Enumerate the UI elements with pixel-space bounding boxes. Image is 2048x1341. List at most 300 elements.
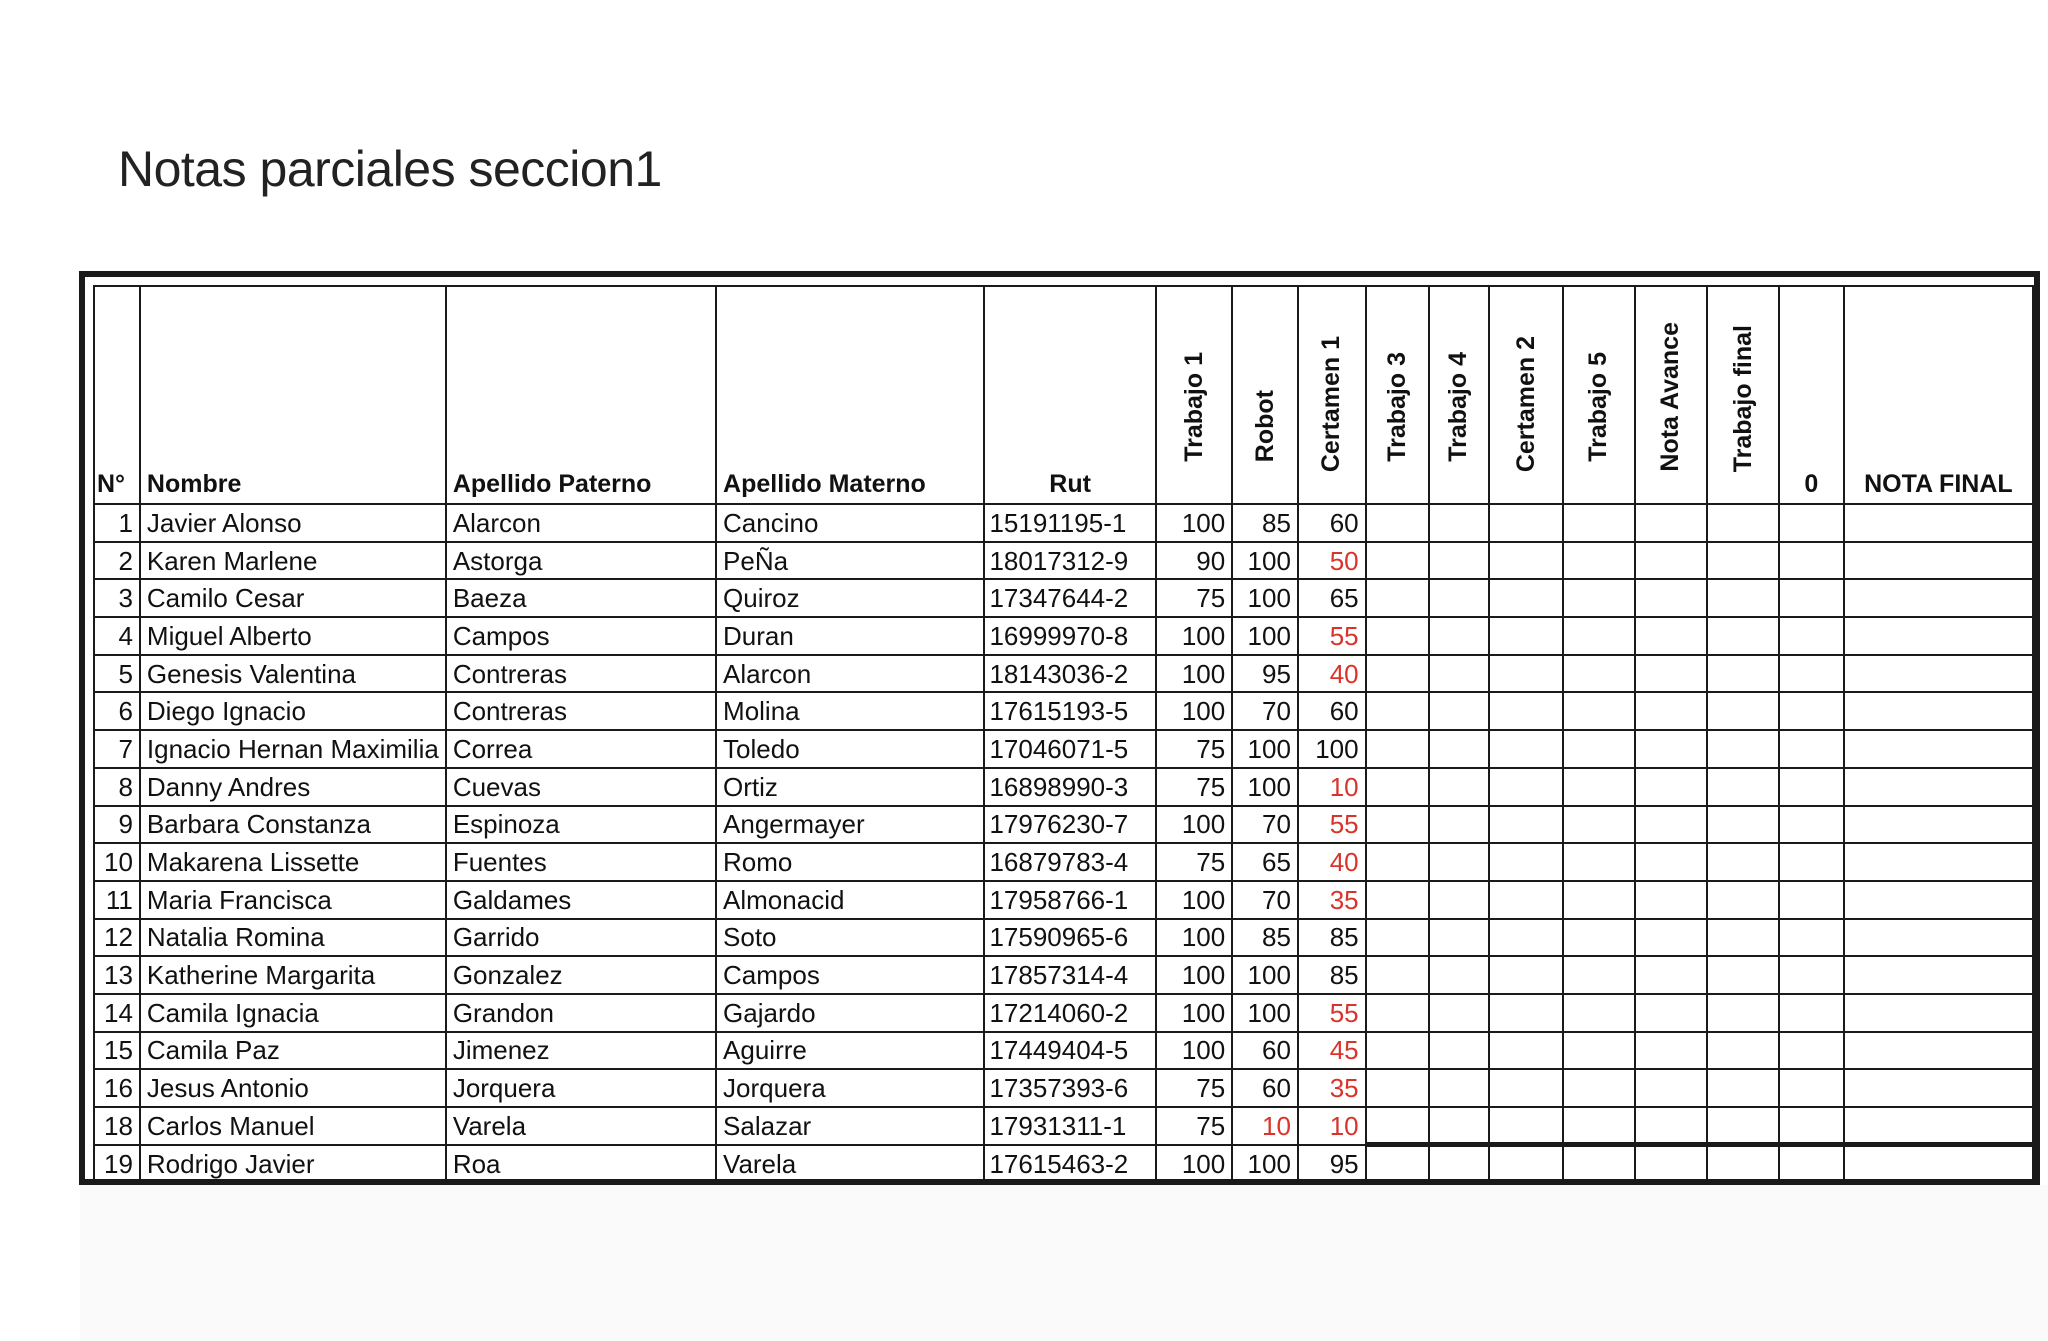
trabajo-1-cell: 75: [1156, 1069, 1232, 1107]
nota-final-cell: [1844, 843, 2033, 881]
nota-final-cell: [1844, 617, 2033, 655]
zero-cell: [1779, 956, 1844, 994]
table-row: [94, 1032, 2033, 1070]
apellido-paterno-cell: Varela: [446, 1107, 716, 1145]
row-number: 15: [94, 1032, 140, 1070]
table-row: [94, 768, 2033, 806]
header-nota-avance: [1635, 286, 1708, 504]
nota-final-cell: [1844, 504, 2033, 542]
nota-avance-cell: [1635, 617, 1708, 655]
apellido-materno-cell: Jorquera: [716, 1069, 984, 1107]
row-number: 3: [94, 579, 140, 617]
trabajo-5-cell: [1563, 1107, 1635, 1145]
nota-avance-cell: [1635, 843, 1708, 881]
row-number: 13: [94, 956, 140, 994]
apellido-materno-cell: Alarcon: [716, 655, 984, 693]
header-certamen-1: [1298, 286, 1366, 504]
trabajo-1-cell: 75: [1156, 1107, 1232, 1145]
header-trabajo-4-label: Trabajo 4: [1444, 352, 1473, 462]
trabajo-1-cell: 75: [1156, 579, 1232, 617]
rut-cell: 17615193-5: [984, 692, 1155, 730]
trabajo-4-cell: [1429, 919, 1490, 957]
header-row: [94, 286, 2033, 504]
trabajo-3-cell: [1366, 579, 1429, 617]
table-row: [94, 994, 2033, 1032]
table-row: [94, 1107, 2033, 1145]
certamen-2-cell: [1489, 843, 1563, 881]
row-number: 6: [94, 692, 140, 730]
apellido-paterno-cell: Jimenez: [446, 1032, 716, 1070]
nota-final-cell: [1844, 542, 2033, 580]
grade-rows: [94, 504, 2033, 1182]
robot-cell: 85: [1232, 919, 1298, 957]
apellido-paterno-cell: Baeza: [446, 579, 716, 617]
nota-final-cell: [1844, 881, 2033, 919]
trabajo-5-cell: [1563, 617, 1635, 655]
rut-cell: 18143036-2: [984, 655, 1155, 693]
zero-cell: [1779, 692, 1844, 730]
header-rut: Rut: [984, 286, 1155, 504]
certamen-1-cell: 10: [1298, 1107, 1366, 1145]
certamen-1-cell: 60: [1298, 504, 1366, 542]
row-number: 5: [94, 655, 140, 693]
certamen-2-cell: [1489, 806, 1563, 844]
nota-final-cell: [1844, 579, 2033, 617]
trabajo-5-cell: [1563, 768, 1635, 806]
zero-cell: [1779, 881, 1844, 919]
table-row: [94, 655, 2033, 693]
apellido-materno-cell: Romo: [716, 843, 984, 881]
robot-cell: 100: [1232, 617, 1298, 655]
nombre-cell: Camila Paz: [140, 1032, 446, 1070]
trabajo-5-cell: [1563, 730, 1635, 768]
certamen-1-cell: 100: [1298, 730, 1366, 768]
trabajo-1-cell: 100: [1156, 1032, 1232, 1070]
row-number: 9: [94, 806, 140, 844]
robot-cell: 100: [1232, 579, 1298, 617]
rut-cell: 17347644-2: [984, 579, 1155, 617]
trabajo-final-cell: [1707, 994, 1779, 1032]
apellido-materno-cell: Campos: [716, 956, 984, 994]
trabajo-final-cell: [1707, 1032, 1779, 1070]
table-row: [94, 617, 2033, 655]
trabajo-3-cell: [1366, 1145, 1429, 1183]
certamen-1-cell: 95: [1298, 1145, 1366, 1183]
trabajo-4-cell: [1429, 768, 1490, 806]
rut-cell: 17976230-7: [984, 806, 1155, 844]
nombre-cell: Rodrigo Javier: [140, 1145, 446, 1183]
nota-avance-cell: [1635, 655, 1708, 693]
certamen-2-cell: [1489, 655, 1563, 693]
nota-final-cell: [1844, 1107, 2033, 1145]
nombre-cell: Camila Ignacia: [140, 994, 446, 1032]
trabajo-4-cell: [1429, 730, 1490, 768]
nombre-cell: Carlos Manuel: [140, 1107, 446, 1145]
trabajo-1-cell: 100: [1156, 692, 1232, 730]
certamen-2-cell: [1489, 542, 1563, 580]
trabajo-3-cell: [1366, 1069, 1429, 1107]
table-row: [94, 579, 2033, 617]
zero-cell: [1779, 730, 1844, 768]
page-background-band: [80, 1185, 2048, 1341]
trabajo-4-cell: [1429, 1032, 1490, 1070]
robot-cell: 60: [1232, 1069, 1298, 1107]
certamen-1-cell: 55: [1298, 994, 1366, 1032]
apellido-materno-cell: Gajardo: [716, 994, 984, 1032]
rut-cell: 15191195-1: [984, 504, 1155, 542]
nota-avance-cell: [1635, 504, 1708, 542]
trabajo-4-cell: [1429, 1107, 1490, 1145]
trabajo-4-cell: [1429, 542, 1490, 580]
zero-cell: [1779, 919, 1844, 957]
apellido-materno-cell: Quiroz: [716, 579, 984, 617]
table-row: [94, 542, 2033, 580]
apellido-paterno-cell: Grandon: [446, 994, 716, 1032]
trabajo-4-cell: [1429, 1145, 1490, 1183]
rut-cell: 16999970-8: [984, 617, 1155, 655]
trabajo-1-cell: 100: [1156, 1145, 1232, 1183]
row-number: 19: [94, 1145, 140, 1183]
apellido-paterno-cell: Gonzalez: [446, 956, 716, 994]
table-row: [94, 1145, 2033, 1183]
trabajo-5-cell: [1563, 994, 1635, 1032]
robot-cell: 85: [1232, 504, 1298, 542]
trabajo-3-cell: [1366, 919, 1429, 957]
certamen-2-cell: [1489, 579, 1563, 617]
trabajo-1-cell: 90: [1156, 542, 1232, 580]
certamen-1-cell: 55: [1298, 617, 1366, 655]
trabajo-5-cell: [1563, 504, 1635, 542]
apellido-paterno-cell: Cuevas: [446, 768, 716, 806]
nombre-cell: Genesis Valentina: [140, 655, 446, 693]
header-trabajo-1: [1156, 286, 1232, 504]
apellido-materno-cell: Salazar: [716, 1107, 984, 1145]
zero-cell: [1779, 994, 1844, 1032]
zero-cell: [1779, 1107, 1844, 1145]
apellido-paterno-cell: Jorquera: [446, 1069, 716, 1107]
trabajo-4-cell: [1429, 806, 1490, 844]
trabajo-5-cell: [1563, 1145, 1635, 1183]
trabajo-final-cell: [1707, 579, 1779, 617]
nota-avance-cell: [1635, 692, 1708, 730]
header-nombre: Nombre: [140, 286, 446, 504]
trabajo-4-cell: [1429, 617, 1490, 655]
zero-cell: [1779, 1032, 1844, 1070]
header-trabajo-5-label: Trabajo 5: [1584, 352, 1613, 462]
trabajo-1-cell: 75: [1156, 843, 1232, 881]
trabajo-4-cell: [1429, 579, 1490, 617]
trabajo-final-cell: [1707, 843, 1779, 881]
header-certamen-2-label: Certamen 2: [1511, 335, 1540, 472]
nota-final-cell: [1844, 730, 2033, 768]
trabajo-5-cell: [1563, 919, 1635, 957]
certamen-2-cell: [1489, 1145, 1563, 1183]
apellido-paterno-cell: Garrido: [446, 919, 716, 957]
nota-final-cell: [1844, 1069, 2033, 1107]
trabajo-5-cell: [1563, 806, 1635, 844]
robot-cell: 100: [1232, 768, 1298, 806]
row-number: 2: [94, 542, 140, 580]
trabajo-final-cell: [1707, 730, 1779, 768]
rut-cell: 17931311-1: [984, 1107, 1155, 1145]
rut-cell: 17958766-1: [984, 881, 1155, 919]
header-certamen-1-label: Certamen 1: [1317, 335, 1346, 472]
apellido-materno-cell: Varela: [716, 1145, 984, 1183]
certamen-2-cell: [1489, 692, 1563, 730]
certamen-1-cell: 85: [1298, 956, 1366, 994]
certamen-2-cell: [1489, 994, 1563, 1032]
trabajo-5-cell: [1563, 655, 1635, 693]
trabajo-1-cell: 100: [1156, 504, 1232, 542]
table-row: [94, 692, 2033, 730]
nota-avance-cell: [1635, 1069, 1708, 1107]
nombre-cell: Natalia Romina: [140, 919, 446, 957]
header-trabajo-5: [1563, 286, 1635, 504]
header-number: N°: [94, 286, 140, 504]
apellido-materno-cell: PeÑa: [716, 542, 984, 580]
trabajo-5-cell: [1563, 542, 1635, 580]
trabajo-3-cell: [1366, 843, 1429, 881]
trabajo-3-cell: [1366, 617, 1429, 655]
row-number: 14: [94, 994, 140, 1032]
nombre-cell: Katherine Margarita: [140, 956, 446, 994]
nombre-cell: Ignacio Hernan Maximilia: [140, 730, 446, 768]
trabajo-5-cell: [1563, 881, 1635, 919]
header-trabajo-4: [1429, 286, 1490, 504]
trabajo-4-cell: [1429, 956, 1490, 994]
trabajo-4-cell: [1429, 994, 1490, 1032]
row-number: 1: [94, 504, 140, 542]
rut-cell: 18017312-9: [984, 542, 1155, 580]
trabajo-final-cell: [1707, 919, 1779, 957]
trabajo-final-cell: [1707, 956, 1779, 994]
table-row: [94, 919, 2033, 957]
header-robot: [1232, 286, 1298, 504]
certamen-2-cell: [1489, 881, 1563, 919]
nota-avance-cell: [1635, 994, 1708, 1032]
header-trabajo-final-label: Trabajo final: [1728, 324, 1757, 472]
nombre-cell: Camilo Cesar: [140, 579, 446, 617]
certamen-1-cell: 40: [1298, 655, 1366, 693]
rut-cell: 16898990-3: [984, 768, 1155, 806]
zero-cell: [1779, 768, 1844, 806]
nota-final-cell: [1844, 692, 2033, 730]
nota-final-cell: [1844, 806, 2033, 844]
nombre-cell: Maria Francisca: [140, 881, 446, 919]
certamen-2-cell: [1489, 617, 1563, 655]
zero-cell: [1779, 655, 1844, 693]
robot-cell: 70: [1232, 692, 1298, 730]
zero-cell: [1779, 579, 1844, 617]
nota-avance-cell: [1635, 1032, 1708, 1070]
nota-final-cell: [1844, 919, 2033, 957]
zero-cell: [1779, 1069, 1844, 1107]
trabajo-1-cell: 100: [1156, 919, 1232, 957]
header-robot-label: Robot: [1250, 389, 1279, 462]
nota-final-cell: [1844, 1145, 2033, 1183]
robot-cell: 100: [1232, 1145, 1298, 1183]
trabajo-3-cell: [1366, 956, 1429, 994]
nota-avance-cell: [1635, 768, 1708, 806]
zero-cell: [1779, 1145, 1844, 1183]
certamen-1-cell: 10: [1298, 768, 1366, 806]
trabajo-final-cell: [1707, 881, 1779, 919]
nombre-cell: Jesus Antonio: [140, 1069, 446, 1107]
nota-avance-cell: [1635, 881, 1708, 919]
trabajo-final-cell: [1707, 617, 1779, 655]
robot-cell: 65: [1232, 843, 1298, 881]
certamen-1-cell: 35: [1298, 1069, 1366, 1107]
nombre-cell: Karen Marlene: [140, 542, 446, 580]
nota-avance-cell: [1635, 1145, 1708, 1183]
trabajo-3-cell: [1366, 655, 1429, 693]
nota-avance-cell: [1635, 1107, 1708, 1145]
trabajo-3-cell: [1366, 1032, 1429, 1070]
apellido-paterno-cell: Galdames: [446, 881, 716, 919]
trabajo-1-cell: 100: [1156, 956, 1232, 994]
trabajo-1-cell: 100: [1156, 617, 1232, 655]
trabajo-5-cell: [1563, 1069, 1635, 1107]
rut-cell: 17046071-5: [984, 730, 1155, 768]
apellido-paterno-cell: Roa: [446, 1145, 716, 1183]
apellido-paterno-cell: Contreras: [446, 655, 716, 693]
trabajo-1-cell: 100: [1156, 655, 1232, 693]
header-zero: 0: [1779, 286, 1844, 504]
nota-avance-cell: [1635, 730, 1708, 768]
apellido-paterno-cell: Astorga: [446, 542, 716, 580]
grades-table: [93, 285, 2034, 1183]
zero-cell: [1779, 504, 1844, 542]
row-number: 8: [94, 768, 140, 806]
nota-final-cell: [1844, 1032, 2033, 1070]
certamen-2-cell: [1489, 768, 1563, 806]
trabajo-4-cell: [1429, 881, 1490, 919]
table-row: [94, 730, 2033, 768]
trabajo-5-cell: [1563, 956, 1635, 994]
nota-final-cell: [1844, 956, 2033, 994]
zero-cell: [1779, 843, 1844, 881]
page-title: Notas parciales seccion1: [118, 141, 662, 197]
table-row: [94, 843, 2033, 881]
row-number: 7: [94, 730, 140, 768]
nota-final-cell: [1844, 994, 2033, 1032]
trabajo-3-cell: [1366, 806, 1429, 844]
trabajo-final-cell: [1707, 542, 1779, 580]
trabajo-4-cell: [1429, 843, 1490, 881]
trabajo-3-cell: [1366, 881, 1429, 919]
row-number: 18: [94, 1107, 140, 1145]
apellido-materno-cell: Toledo: [716, 730, 984, 768]
header-trabajo-1-label: Trabajo 1: [1179, 352, 1208, 462]
row-number: 4: [94, 617, 140, 655]
trabajo-final-cell: [1707, 655, 1779, 693]
nombre-cell: Barbara Constanza: [140, 806, 446, 844]
header-certamen-2: [1489, 286, 1563, 504]
certamen-1-cell: 55: [1298, 806, 1366, 844]
trabajo-3-cell: [1366, 994, 1429, 1032]
certamen-1-cell: 60: [1298, 692, 1366, 730]
apellido-materno-cell: Soto: [716, 919, 984, 957]
row-number: 10: [94, 843, 140, 881]
robot-cell: 95: [1232, 655, 1298, 693]
header-trabajo-final: [1707, 286, 1779, 504]
certamen-1-cell: 35: [1298, 881, 1366, 919]
row-number: 11: [94, 881, 140, 919]
trabajo-3-cell: [1366, 730, 1429, 768]
robot-cell: 100: [1232, 730, 1298, 768]
nombre-cell: Javier Alonso: [140, 504, 446, 542]
certamen-1-cell: 50: [1298, 542, 1366, 580]
certamen-2-cell: [1489, 919, 1563, 957]
certamen-1-cell: 40: [1298, 843, 1366, 881]
trabajo-5-cell: [1563, 579, 1635, 617]
nombre-cell: Diego Ignacio: [140, 692, 446, 730]
nombre-cell: Makarena Lissette: [140, 843, 446, 881]
robot-cell: 70: [1232, 881, 1298, 919]
certamen-2-cell: [1489, 730, 1563, 768]
certamen-2-cell: [1489, 956, 1563, 994]
rut-cell: 17449404-5: [984, 1032, 1155, 1070]
zero-cell: [1779, 806, 1844, 844]
row-number: 16: [94, 1069, 140, 1107]
robot-cell: 100: [1232, 994, 1298, 1032]
header-trabajo-3: [1366, 286, 1429, 504]
header-nota-avance-label: Nota Avance: [1656, 322, 1685, 472]
certamen-2-cell: [1489, 1069, 1563, 1107]
nota-avance-cell: [1635, 956, 1708, 994]
rut-cell: 17214060-2: [984, 994, 1155, 1032]
trabajo-final-cell: [1707, 1069, 1779, 1107]
apellido-materno-cell: Molina: [716, 692, 984, 730]
certamen-2-cell: [1489, 1107, 1563, 1145]
rut-cell: 17857314-4: [984, 956, 1155, 994]
nota-avance-cell: [1635, 579, 1708, 617]
trabajo-3-cell: [1366, 542, 1429, 580]
nota-final-cell: [1844, 768, 2033, 806]
trabajo-final-cell: [1707, 1145, 1779, 1183]
robot-cell: 60: [1232, 1032, 1298, 1070]
trabajo-final-cell: [1707, 1107, 1779, 1145]
trabajo-3-cell: [1366, 1107, 1429, 1145]
header-trabajo-3-label: Trabajo 3: [1382, 352, 1411, 462]
trabajo-final-cell: [1707, 692, 1779, 730]
trabajo-final-cell: [1707, 504, 1779, 542]
trabajo-1-cell: 100: [1156, 994, 1232, 1032]
apellido-materno-cell: Cancino: [716, 504, 984, 542]
robot-cell: 70: [1232, 806, 1298, 844]
nota-avance-cell: [1635, 806, 1708, 844]
apellido-materno-cell: Almonacid: [716, 881, 984, 919]
trabajo-1-cell: 100: [1156, 806, 1232, 844]
trabajo-5-cell: [1563, 692, 1635, 730]
apellido-materno-cell: Duran: [716, 617, 984, 655]
table-row: [94, 1069, 2033, 1107]
apellido-paterno-cell: Contreras: [446, 692, 716, 730]
table-row: [94, 504, 2033, 542]
certamen-1-cell: 45: [1298, 1032, 1366, 1070]
rut-cell: 17615463-2: [984, 1145, 1155, 1183]
nombre-cell: Danny Andres: [140, 768, 446, 806]
header-apellido-paterno: Apellido Paterno: [446, 286, 716, 504]
apellido-materno-cell: Ortiz: [716, 768, 984, 806]
trabajo-3-cell: [1366, 692, 1429, 730]
nota-final-cell: [1844, 655, 2033, 693]
trabajo-final-cell: [1707, 806, 1779, 844]
apellido-materno-cell: Aguirre: [716, 1032, 984, 1070]
trabajo-4-cell: [1429, 1069, 1490, 1107]
trabajo-5-cell: [1563, 843, 1635, 881]
trabajo-3-cell: [1366, 504, 1429, 542]
